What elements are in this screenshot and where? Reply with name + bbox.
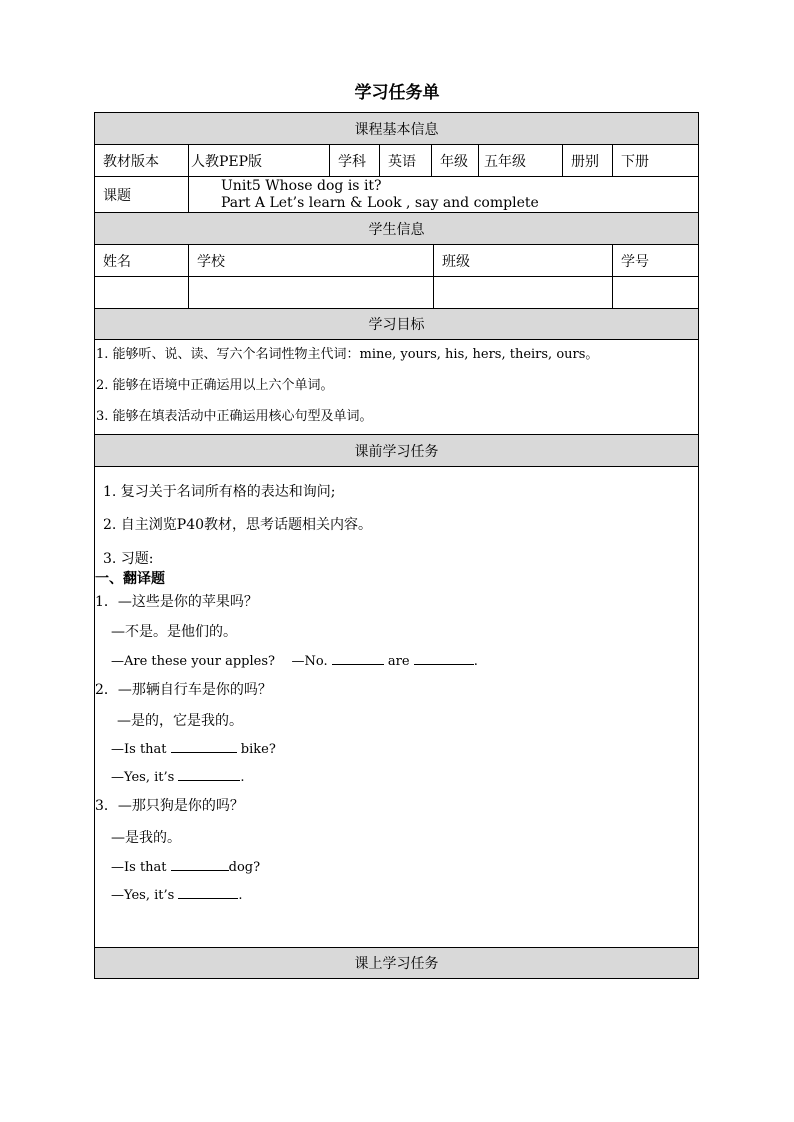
q2-english-text-3: —Yes, it’s bbox=[111, 770, 179, 785]
q1-blank-2[interactable] bbox=[414, 652, 474, 665]
q1-chinese-answer: —不是。是他们的。 bbox=[111, 624, 237, 640]
textbook-value: 人教PEP版 bbox=[189, 145, 330, 176]
pre-task-item-1: 1. 复习关于名词所有格的表达和询问; bbox=[103, 484, 336, 500]
q3-number: 3． bbox=[95, 798, 118, 814]
textbook-label: 教材版本 bbox=[95, 145, 189, 176]
course-row-topic bbox=[95, 177, 698, 213]
q1-english bbox=[111, 652, 478, 669]
q2-number: 2． bbox=[95, 682, 118, 698]
goal-item-1: 1. 能够听、说、读、写六个名词性物主代词：mine, yours, his, hers, theirs, ours。 bbox=[96, 347, 599, 362]
class-field[interactable] bbox=[434, 277, 613, 308]
subject-value: 英语 bbox=[380, 145, 432, 176]
section-student-info: 学生信息 bbox=[95, 213, 698, 245]
q3-english-text-1: —Is that bbox=[111, 860, 171, 875]
name-field[interactable] bbox=[95, 277, 189, 308]
task-sheet-table bbox=[94, 112, 699, 979]
school-field[interactable] bbox=[189, 277, 434, 308]
volume-label: 册别 bbox=[563, 145, 613, 176]
q3-blank-1[interactable] bbox=[171, 858, 229, 871]
subject-label: 学科 bbox=[330, 145, 380, 176]
name-label: 姓名 bbox=[95, 245, 189, 276]
q2-english-text-2: bike? bbox=[236, 742, 276, 757]
q2-english-text-1: —Is that bbox=[111, 742, 171, 757]
q1-blank-1[interactable] bbox=[332, 652, 384, 665]
q2-english-question bbox=[111, 740, 276, 757]
goal-item-3: 3. 能够在填表活动中正确运用核心句型及单词。 bbox=[96, 409, 373, 424]
goals-list bbox=[95, 340, 698, 435]
volume-value: 下册 bbox=[621, 153, 649, 170]
section-course-info: 课程基本信息 bbox=[95, 113, 698, 145]
pre-task-item-3: 3. 习题: bbox=[103, 551, 154, 567]
goal-item-2: 2. 能够在语境中正确运用以上六个单词。 bbox=[96, 378, 334, 393]
section-pre-task: 课前学习任务 bbox=[95, 435, 698, 467]
student-row-labels bbox=[95, 245, 698, 277]
q3-english-text-4: . bbox=[238, 888, 243, 903]
section-in-class-task: 课上学习任务 bbox=[95, 948, 698, 978]
q3-english-text-3: —Yes, it’s bbox=[111, 888, 179, 903]
page-title: 学习任务单 bbox=[354, 83, 440, 103]
q1-english-text-3: . bbox=[473, 654, 478, 669]
student-id-label: 学号 bbox=[621, 253, 649, 270]
q1-line-a bbox=[95, 591, 258, 611]
grade-value: 五年级 bbox=[479, 145, 563, 176]
q1-english-text-2: are bbox=[383, 654, 414, 669]
topic-line-2: Part A Let’s learn & Look , say and complete bbox=[221, 194, 539, 211]
q1-number: 1． bbox=[95, 594, 118, 610]
q2-english-answer bbox=[111, 768, 245, 785]
q3-english-answer bbox=[111, 886, 243, 903]
q3-line-a bbox=[95, 795, 244, 815]
course-row-1 bbox=[95, 145, 698, 177]
student-id-field[interactable] bbox=[613, 277, 698, 308]
school-label: 学校 bbox=[189, 245, 434, 276]
topic-label: 课题 bbox=[95, 177, 189, 212]
pre-task-content bbox=[95, 467, 698, 948]
q3-blank-2[interactable] bbox=[178, 886, 238, 899]
q2-chinese-question: —那辆自行车是你的吗？ bbox=[117, 682, 272, 698]
student-row-inputs bbox=[95, 277, 698, 309]
section-goals: 学习目标 bbox=[95, 309, 698, 340]
q2-blank-2[interactable] bbox=[178, 768, 240, 781]
q1-chinese-question: —这些是你的苹果吗？ bbox=[117, 594, 258, 610]
exercise-heading: 一、翻译题 bbox=[95, 571, 165, 587]
q2-blank-1[interactable] bbox=[171, 740, 237, 753]
q3-chinese-answer: —是我的。 bbox=[111, 830, 181, 846]
q3-chinese-question: —那只狗是你的吗？ bbox=[117, 798, 244, 814]
q2-chinese-answer: —是的，它是我的。 bbox=[117, 713, 243, 729]
pre-task-item-2: 2. 自主浏览P40教材，思考话题相关内容。 bbox=[103, 517, 373, 533]
topic-line-1: Unit5 Whose dog is it? bbox=[221, 177, 382, 194]
grade-label: 年级 bbox=[432, 145, 479, 176]
q2-english-text-4: . bbox=[240, 770, 245, 785]
class-label: 班级 bbox=[434, 245, 613, 276]
q3-english-text-2: dog? bbox=[228, 860, 261, 875]
topic-value bbox=[189, 177, 698, 212]
q1-english-text-1: —Are these your apples? —No. bbox=[111, 654, 332, 669]
q3-english-question bbox=[111, 858, 260, 875]
q2-line-a bbox=[95, 679, 272, 699]
